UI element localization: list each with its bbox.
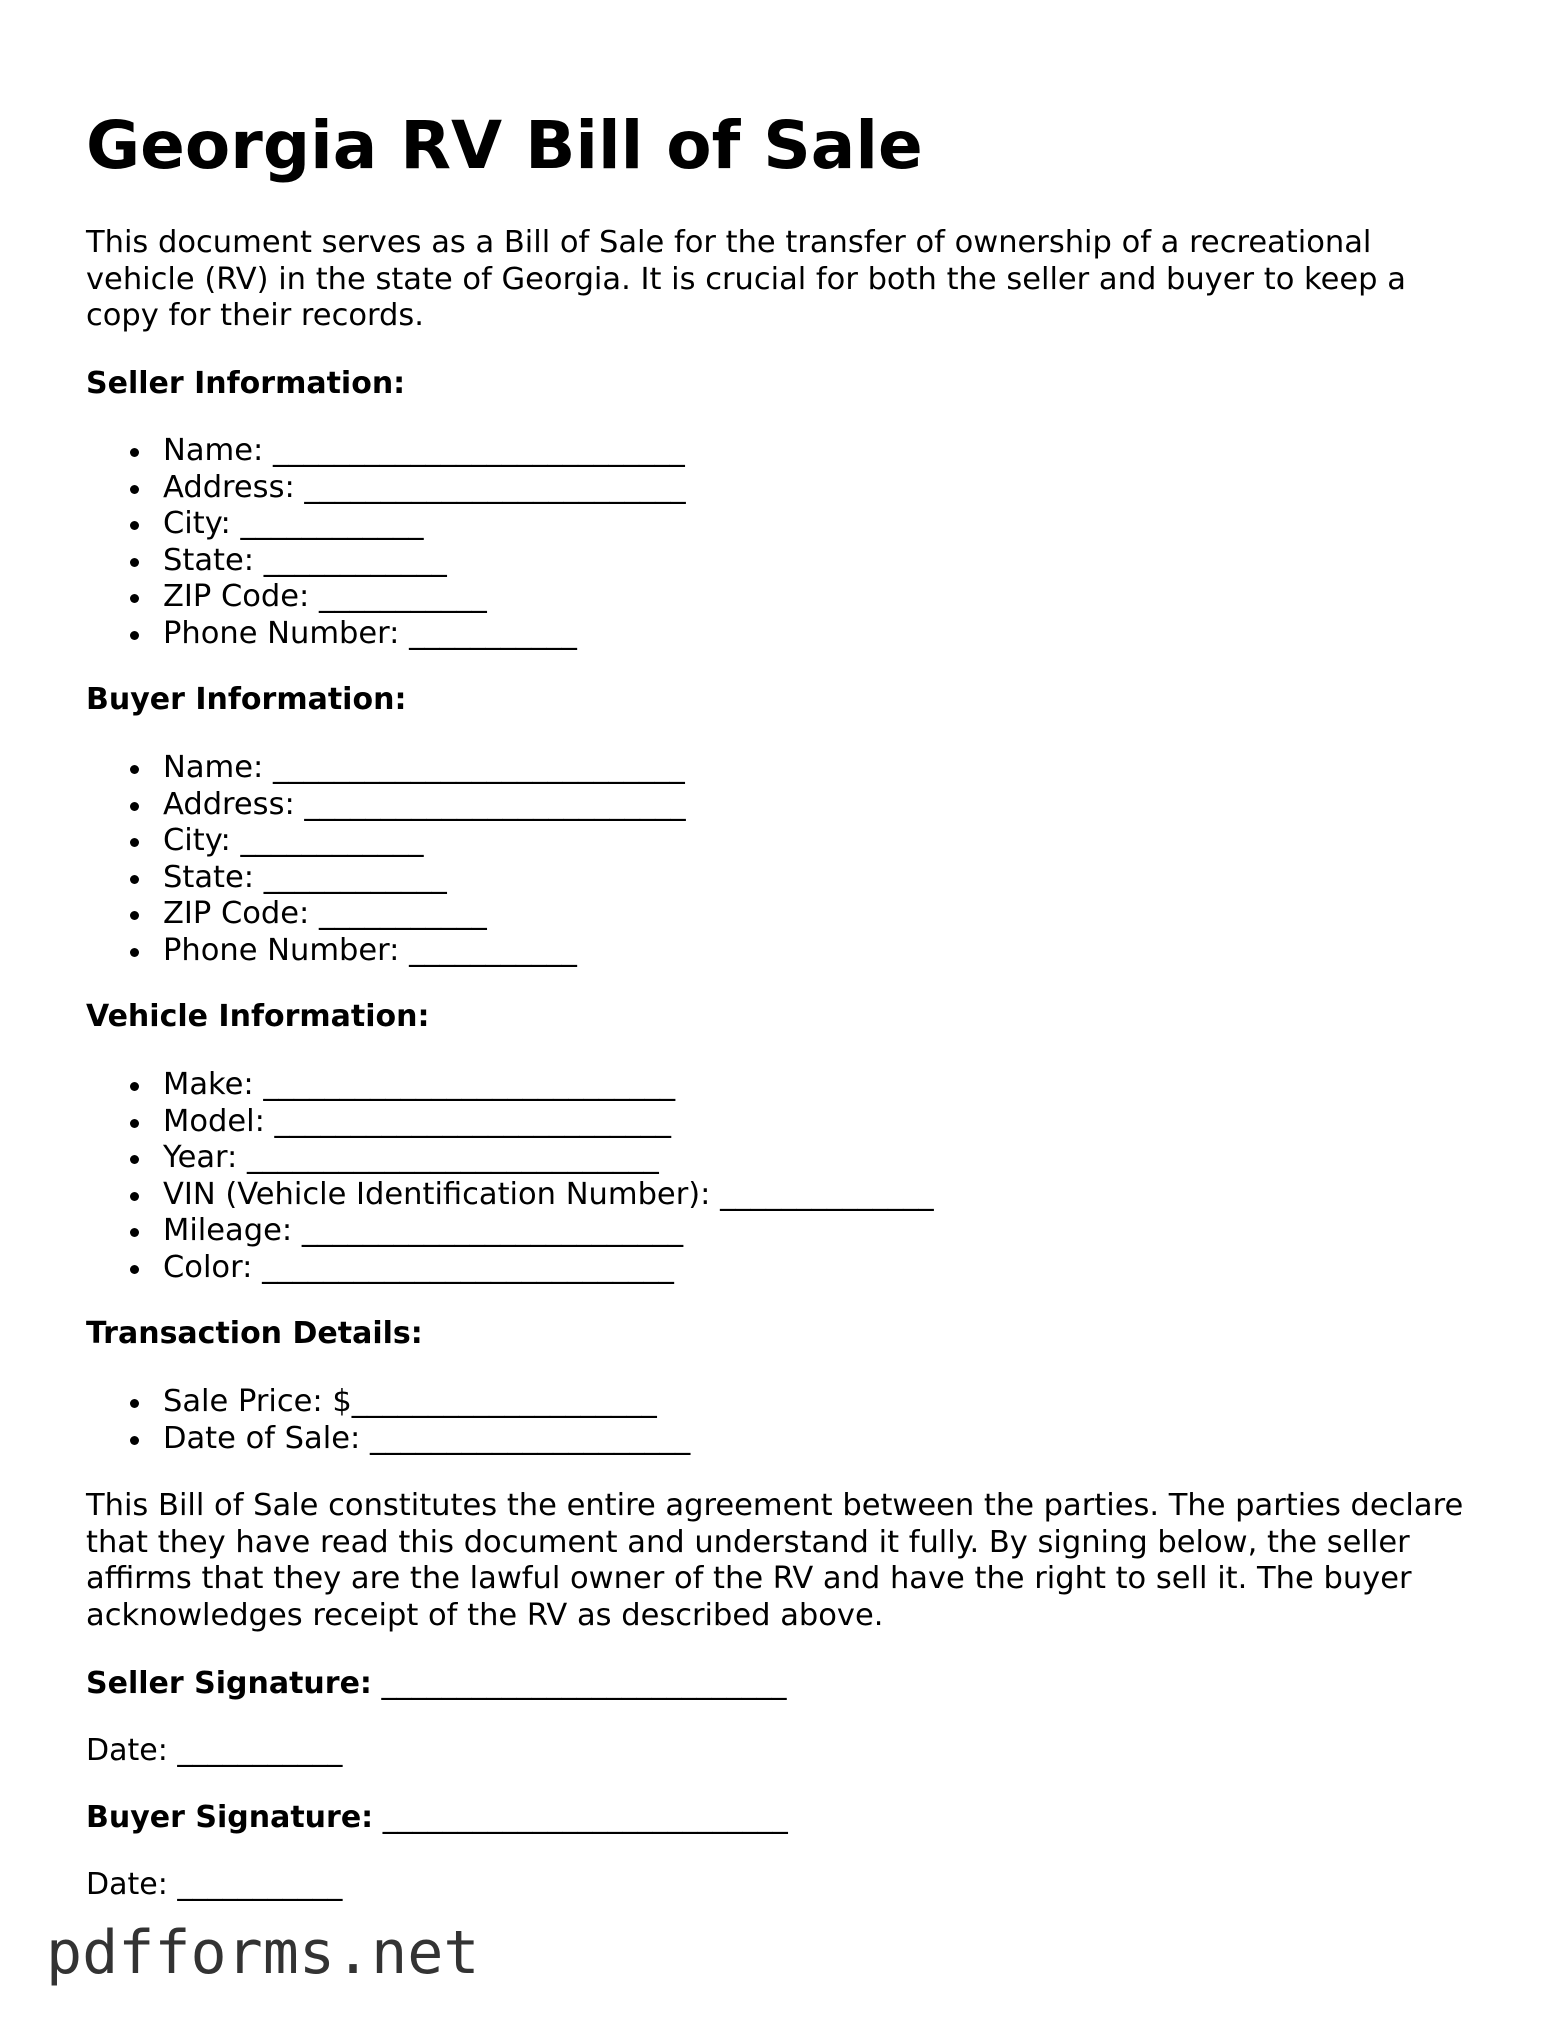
- seller-signature-blank: ___________________________: [381, 1666, 787, 1701]
- seller-signature-line: [86, 1666, 786, 1702]
- buyer-name-field: Name: ___________________________: [86, 750, 686, 787]
- sale-price-field: Sale Price: $____________________: [86, 1384, 690, 1421]
- buyer-state-field: State: ____________: [86, 860, 686, 897]
- seller-fields-list: [86, 433, 686, 652]
- buyer-zip-field: ZIP Code: ___________: [86, 896, 686, 933]
- date-of-sale-field: Date of Sale: _____________________: [86, 1421, 690, 1458]
- vehicle-heading: Vehicle Information:: [86, 999, 430, 1034]
- vehicle-vin-field: VIN (Vehicle Identification Number): ______________: [86, 1177, 934, 1214]
- seller-zip-field: ZIP Code: ___________: [86, 579, 686, 616]
- vehicle-make-field: Make: ___________________________: [86, 1067, 934, 1104]
- vehicle-model-field: Model: __________________________: [86, 1104, 934, 1141]
- seller-state-field: State: ____________: [86, 543, 686, 580]
- watermark-text: pdfforms.net: [46, 1918, 480, 1988]
- buyer-signature-label: Buyer Signature:: [86, 1800, 374, 1835]
- seller-address-field: Address: _________________________: [86, 470, 686, 507]
- seller-date-line: Date: ___________: [86, 1733, 343, 1768]
- buyer-city-field: City: ____________: [86, 823, 686, 860]
- buyer-phone-field: Phone Number: ___________: [86, 933, 686, 970]
- seller-heading: Seller Information:: [86, 366, 406, 401]
- seller-city-field: City: ____________: [86, 506, 686, 543]
- buyer-signature-line: [86, 1800, 788, 1836]
- vehicle-color-field: Color: ___________________________: [86, 1250, 934, 1287]
- agreement-paragraph: This Bill of Sale constitutes the entire agreement between the parties. The parties declare that they have read this document and understand it fully. By signing below, the seller affirms that they are the lawful owner of the RV and have the right to sell it. The buyer acknowledges receipt of the RV as described above.: [86, 1488, 1464, 1633]
- buyer-date-line: Date: ___________: [86, 1867, 343, 1902]
- transaction-heading: Transaction Details:: [86, 1316, 423, 1351]
- buyer-signature-blank: ___________________________: [382, 1800, 788, 1835]
- vehicle-fields-list: [86, 1067, 934, 1286]
- seller-phone-field: Phone Number: ___________: [86, 616, 686, 653]
- vehicle-mileage-field: Mileage: _________________________: [86, 1213, 934, 1250]
- buyer-heading: Buyer Information:: [86, 682, 407, 717]
- buyer-address-field: Address: _________________________: [86, 787, 686, 824]
- buyer-fields-list: [86, 750, 686, 969]
- intro-paragraph: This document serves as a Bill of Sale for the transfer of ownership of a recreational vehicle (RV) in the state of Georgia. It is crucial for both the seller and buyer to keep a copy for their records.: [86, 225, 1406, 333]
- document-title: Georgia RV Bill of Sale: [86, 107, 923, 184]
- seller-signature-label: Seller Signature:: [86, 1666, 372, 1701]
- seller-name-field: Name: ___________________________: [86, 433, 686, 470]
- vehicle-year-field: Year: ___________________________: [86, 1140, 934, 1177]
- transaction-fields-list: [86, 1384, 690, 1457]
